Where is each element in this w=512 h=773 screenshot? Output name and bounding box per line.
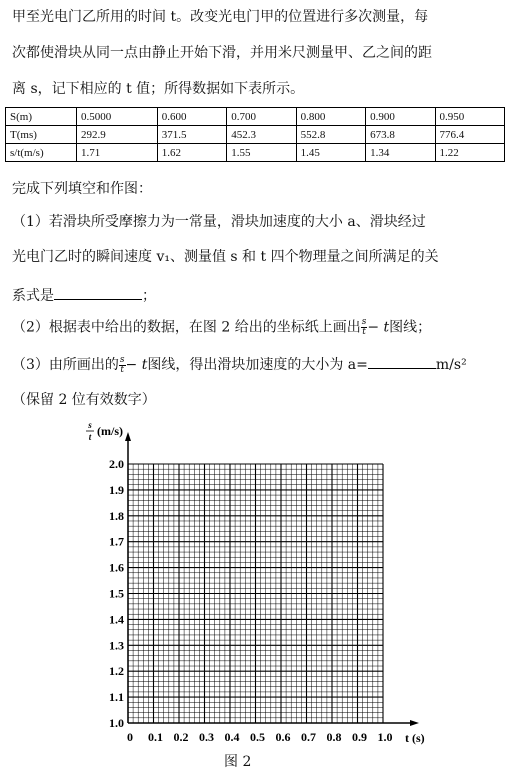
q3-text: 图线，得出滑块加速度的大小为 a= (147, 357, 368, 373)
q1-line-2: 光电门乙时的瞬间速度 v₁、测量值 s 和 t 四个物理量之间所满足的关 (12, 249, 439, 265)
q1-suffix: ； (142, 288, 156, 304)
q2-fraction: $\frac{s}{t}$ (361, 317, 367, 337)
table-row-label: S(m) (6, 108, 77, 126)
y-tick-label: 2.0 (109, 457, 124, 471)
table-cell: 452.3 (227, 126, 296, 144)
table-row-label: s/t(m/s) (6, 144, 77, 162)
x-axis-label: t (s) (405, 731, 425, 745)
data-table (5, 107, 505, 162)
y-tick-label: 1.0 (109, 716, 124, 730)
problem-line-1: 甲至光电门乙所用的时间 t。改变光电门甲的位置进行多次测量，每 (12, 9, 429, 25)
y-tick-label: 1.1 (109, 690, 124, 705)
q2-suffix: 图线； (389, 319, 432, 336)
table-cell: 0.5000 (77, 108, 158, 126)
table-cell: 0.900 (366, 108, 435, 126)
graph-paper-chart (0, 413, 512, 773)
y-axis-label-denominator: t (88, 432, 92, 442)
table-cell: 552.8 (296, 126, 365, 144)
q3-answer-blank[interactable] (368, 354, 436, 369)
table-cell: 1.34 (366, 144, 435, 162)
problem-line-2: 次都使滑块从同一点由静止开始下滑，并用米尺测量甲、乙之间的距 (12, 45, 432, 61)
table-cell: 0.950 (435, 108, 505, 126)
q1-line-1: （1）若滑块所受摩擦力为一常量，滑块加速度的大小 a、滑块经过 (12, 214, 426, 230)
table-cell: 673.8 (366, 126, 435, 144)
x-tick-label: 0.9 (352, 730, 367, 744)
q2-mid: − t (367, 319, 390, 336)
table-row-label: T(ms) (6, 126, 77, 144)
x-tick-label: 0.6 (275, 730, 291, 744)
table-cell: 0.800 (296, 108, 365, 126)
table-cell: 292.9 (77, 126, 158, 144)
table-cell: 1.45 (296, 144, 365, 162)
y-axis-arrow (125, 432, 131, 441)
q1-answer-blank[interactable] (54, 285, 142, 300)
x-tick-label: 0.7 (301, 730, 316, 744)
y-tick-label: 1.2 (109, 664, 124, 679)
figure-caption: 图 2 (224, 754, 252, 770)
table-row (6, 144, 505, 162)
table-cell: 1.62 (157, 144, 226, 162)
table-row (6, 126, 505, 144)
table-cell: 371.5 (157, 126, 226, 144)
instructions: 完成下列填空和作图： (12, 181, 152, 197)
q3-note: （保留 2 位有效数字） (12, 392, 156, 408)
x-axis-arrow (410, 720, 419, 726)
table-row (6, 108, 505, 126)
q1-line-3 (12, 285, 156, 305)
y-tick-label: 1.6 (109, 560, 124, 575)
y-tick-label: 1.5 (109, 586, 124, 601)
x-tick-label: 0.5 (250, 730, 265, 744)
x-tick-label: 0.4 (224, 730, 240, 744)
y-tick-label: 1.9 (109, 482, 124, 497)
x-tick-label: 0 (127, 730, 133, 744)
problem-line-3: 离 s，记下相应的 t 值；所得数据如下表所示。 (12, 81, 305, 97)
y-tick-label: 1.7 (109, 534, 124, 549)
q3-mid: − t (125, 357, 148, 373)
q1-prefix: 系式是 (12, 288, 54, 304)
table-cell: 0.600 (157, 108, 226, 126)
table-cell: 776.4 (435, 126, 505, 144)
y-tick-label: 1.4 (109, 612, 124, 627)
table-cell: 1.55 (227, 144, 296, 162)
q3-fraction: $\frac{s}{t}$ (119, 354, 125, 375)
x-tick-label: 0.1 (148, 730, 163, 744)
y-axis-label-unit: (m/s) (97, 424, 123, 438)
table-cell: 1.22 (435, 144, 505, 162)
x-tick-label: 0.2 (173, 730, 189, 744)
q2-line (12, 318, 431, 337)
x-tick-label: 0.3 (199, 730, 214, 744)
y-tick-label: 1.3 (109, 638, 124, 653)
y-tick-label: 1.8 (109, 508, 124, 523)
table-cell: 1.71 (77, 144, 158, 162)
q2-prefix: （2）根据表中给出的数据，在图 2 给出的坐标纸上画出 (12, 319, 361, 336)
x-tick-label: 1.0 (377, 730, 393, 744)
q3-unit: m/s² (435, 357, 467, 373)
x-tick-label: 0.8 (326, 730, 342, 744)
q3-line (12, 354, 467, 375)
y-axis-label-numerator: s (88, 420, 92, 430)
table-cell: 0.700 (227, 108, 296, 126)
q3-prefix: （3）由所画出的 (12, 357, 119, 373)
